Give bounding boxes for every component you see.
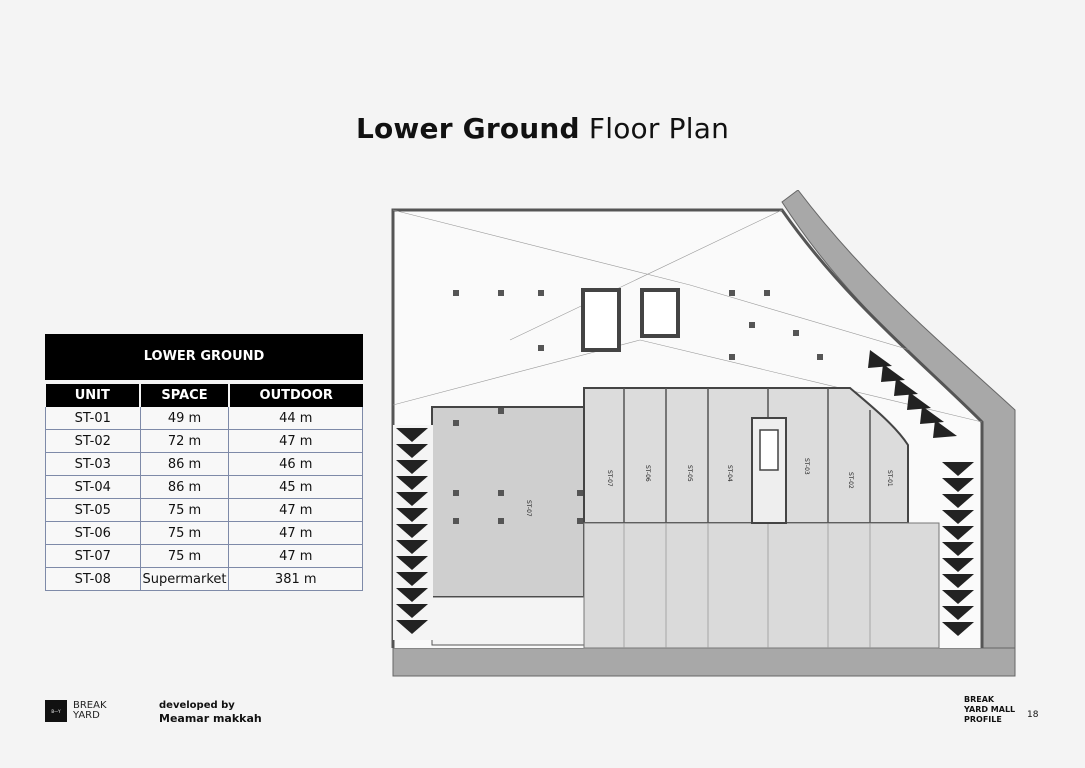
column-header-space: SPACE	[140, 384, 229, 407]
cell-space: 75 m	[140, 522, 229, 545]
supermarket-area	[432, 407, 584, 597]
page-number: 18	[1027, 710, 1039, 720]
cell-outdoor: 47 m	[229, 499, 363, 522]
cell-unit: ST-04	[46, 476, 141, 499]
logo-mark: B—Y	[45, 700, 67, 722]
column-header-outdoor: OUTDOOR	[229, 384, 363, 407]
unit-table	[45, 384, 363, 591]
cell-outdoor: 381 m	[229, 568, 363, 591]
cell-space: 49 m	[140, 407, 229, 430]
cell-outdoor: 47 m	[229, 545, 363, 568]
ramp-band-bottom	[393, 648, 1015, 676]
upper-stair	[583, 290, 619, 350]
title-light: Floor Plan	[588, 112, 730, 145]
developer-credit	[159, 699, 262, 725]
profile-line3: PROFILE	[964, 715, 1002, 724]
page-title	[0, 112, 1085, 145]
cell-space: 75 m	[140, 545, 229, 568]
stair-icon-box	[760, 430, 778, 470]
unit-label: ST-04	[726, 465, 733, 482]
column-header-unit: UNIT	[46, 384, 141, 407]
cell-unit: ST-02	[46, 430, 141, 453]
cell-outdoor: 45 m	[229, 476, 363, 499]
unit-label: ST-03	[803, 458, 810, 475]
cell-unit: ST-03	[46, 453, 141, 476]
cell-space: 72 m	[140, 430, 229, 453]
shops-block	[584, 388, 908, 523]
table-row	[46, 430, 363, 453]
cell-outdoor: 47 m	[229, 522, 363, 545]
table-header: LOWER GROUND	[45, 334, 363, 380]
cell-unit: ST-05	[46, 499, 141, 522]
developer-name: Meamar makkah	[159, 712, 262, 725]
cell-space: Supermarket	[140, 568, 229, 591]
table-row	[46, 568, 363, 591]
unit-label: ST-07	[606, 470, 613, 487]
table-row	[46, 453, 363, 476]
cell-unit: ST-06	[46, 522, 141, 545]
cell-outdoor: 44 m	[229, 407, 363, 430]
floor-plan-drawing	[390, 190, 1020, 678]
brand-logo	[45, 700, 107, 722]
table-row	[46, 407, 363, 430]
profile-label	[964, 695, 1015, 725]
table-header-row	[46, 384, 363, 407]
unit-table-section	[45, 334, 363, 591]
cell-unit: ST-08	[46, 568, 141, 591]
table-row	[46, 476, 363, 499]
cell-space: 75 m	[140, 499, 229, 522]
unit-label: ST-01	[886, 470, 893, 487]
title-bold: Lower Ground	[355, 112, 580, 145]
unit-label: ST-05	[686, 465, 693, 482]
upper-lift	[642, 290, 678, 336]
logo-line2: YARD	[73, 710, 100, 721]
unit-label: ST-07	[525, 500, 532, 517]
table-row	[46, 499, 363, 522]
table-row	[46, 545, 363, 568]
unit-label: ST-02	[847, 472, 854, 489]
cell-outdoor: 47 m	[229, 430, 363, 453]
cell-outdoor: 46 m	[229, 453, 363, 476]
table-row	[46, 522, 363, 545]
unit-label: ST-06	[644, 465, 651, 482]
logo-line1: BREAK	[73, 700, 107, 711]
supermarket-entry	[432, 597, 584, 645]
walkway-area	[584, 523, 939, 648]
cell-space: 86 m	[140, 453, 229, 476]
developer-label: developed by	[159, 700, 235, 711]
profile-line1: BREAK	[964, 695, 995, 704]
profile-line2: YARD MALL	[964, 705, 1016, 714]
cell-unit: ST-01	[46, 407, 141, 430]
cell-unit: ST-07	[46, 545, 141, 568]
cell-space: 86 m	[140, 476, 229, 499]
